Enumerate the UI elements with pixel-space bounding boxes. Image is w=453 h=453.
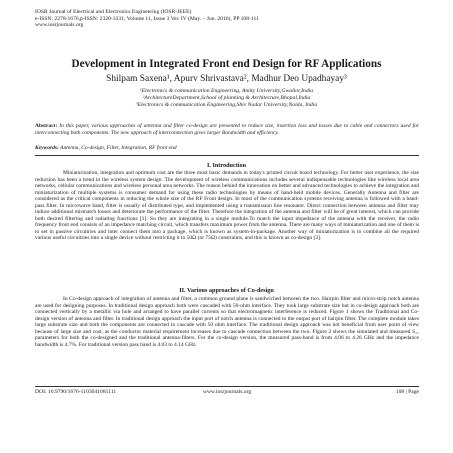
section-body-codesign: In Co-design approach of integration of antenna and filter, a common ground plane is sandwiched between the two. Hairpin filter and micro-strip notch antenna are used for designing purposes. In traditional design approach both were cascaded with 50-ohm interface. They took large substrate size but in co-design approach both are connected vertically by a metallic via hole and arranged to have parallel currents so that electromagnetic interference is reduced. Figure 1 shows the Traditional and Co-design version of antenna and filter. In traditional design approach the input port of notch antenna is connected to the output port of hairpin filter. The complete module takes large substrate size and both the components are connected in cascade with 50 ohm interface. The traditional design approach was not beneficial from user point of view because of large size and cost, as the conductor material requirement increases due to cascade connection between the two. Figure 2 shows the simulated and measured S₁₁ parameters for both the co-designed and the traditional antenna-filters. For the co-design version, the measured pass-band is from 4.06 to 4.26 GHz and the impedance bandwidth is 4.7%. For traditional version pass band is 4.03 to 4.14 GHz.: [35, 296, 419, 348]
journal-name: IOSR Journal of Electrical and Electronics Engineering (IOSR-JEEE): [35, 9, 192, 15]
keywords-label: Keywords:: [35, 145, 59, 151]
footer-website: www.iosrjournals.org: [202, 389, 252, 395]
footer-doi: DOI: 10.9790/1676-1103041081111: [35, 389, 117, 395]
abstract: [35, 123, 419, 136]
affiliations: [0, 88, 453, 110]
header-divider: [35, 155, 419, 156]
affiliation-3: ³Electronics & communication Engineering,Shiv Nadar University,Noida, India: [135, 102, 318, 109]
journal-header: [35, 9, 259, 29]
section-body-introduction: Miniaturization, integration and optimum cost are the three most basic demands in today's printed circuit board technology. For better user experience, the size reduction has been a trend in the wireless system design. The development of wireless communications includes several indispensable technologies like wireless local area networks, cellular communications and wireless personal area networks. The reason behind the innovation on better and advanced technologies to achieve the integration and miniaturization of multiple systems is consumer demand for using these radio technologies by means of hand-held mobile devices. Generally Antenna and filter are considered as the critical components in reducing the whole size of the RF Front design. In most of the communication systems receiving antenna is followed with a band-pass filter. In microwave band, filter is usually of distributed type, and implemented using a transmission line resonator. Direct connection between antenna and filter may induce additional mismatch losses and deteriorate the performance of the filter. Therefore the integration of the antenna and filter will be of great interest, which can provide both desired filtering and radiating functions [1]. So they are integrating in a single module.To match the input impedance of the antenna with the receiver, the radio frequency front end consists of an impedance matching circuit, which transfers maximum power from the antenna. There are many ways of miniaturization and one of them is to set in passive circuitries and inter connect them into a package, which is known as system-in-package. Another way of miniaturization is to combine all the required various useful circuitries into a single device without restricting it to 50Ω (or 75Ω) constraints, and this is known as co-design [3].: [35, 170, 419, 242]
keywords-text: Antenna, Co-design, Filter, Integration, RF front end: [58, 145, 177, 151]
section-heading-introduction: I. Introduction: [206, 162, 247, 169]
paper-title: Development in Integrated Front end Design for RF Applications: [71, 58, 382, 70]
keywords: [35, 145, 419, 152]
affiliation-1: ¹Electronics & communication Engineering, Amity University,Gwalior,India: [139, 88, 314, 94]
abstract-label: Abstract:: [35, 123, 58, 129]
paper-authors: Shilpam Saxena¹, Apurv Shrivastava², Madhur Deo Upadhayay³: [106, 74, 347, 84]
footer-divider: [35, 386, 419, 387]
section-heading-codesign: II. Various approaches of Co-design: [179, 287, 274, 294]
journal-website: www.iosrjournals.org: [35, 22, 84, 29]
journal-issn-volume: e-ISSN: 2278-1676,p-ISSN: 2320-3331, Volume 11, Issue 3 Ver. IV (May. – Jun. 2016), PP 108-111: [35, 15, 259, 22]
affiliation-2: ²ArchitectureDepartment,School of planning & Architecture,Bhopal,India: [142, 95, 311, 102]
abstract-text: In this paper, various approaches of antenna and filter co-design are presented to reduce size, insertion loss and losses due to cable and connectors used for interconnecting both components. The new approach of interconnection gives larger Bandwidth and efficiency.: [35, 123, 419, 136]
footer-page-number: 108 | Page: [395, 389, 419, 395]
